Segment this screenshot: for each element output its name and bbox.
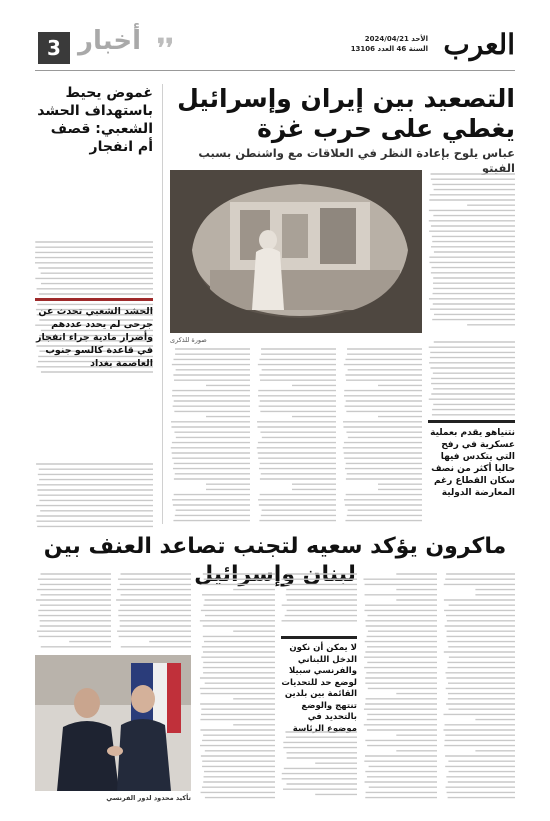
bottom-story-body-col4 <box>199 570 275 800</box>
main-story-body-text-col3 <box>170 345 250 525</box>
bottom-story-pull-quote: لا يمكن أن نكون الدخل اللبناني والفرنسي سبيلا لوضع حد للتحديات القائمة بين بلدين تنتهج والوضع بالتحديد في موضوع الرئاسة <box>281 636 357 735</box>
netanyahu-pull-quote: نتنياهو يقدم بعملية عسكرية في رفح التي يتكدس فيها حاليا أكثر من نصف سكان القطاع رغم المعارضة الدولية <box>428 420 515 499</box>
bottom-story-body-col2 <box>363 570 437 800</box>
issue-info <box>351 34 428 54</box>
side-story-pull-quote: الحشد الشعبي تحدث عن جرحى لم يحدد عددهم وأضرار مادية جراء انفجار في قاعدة كالسو جنوب العاصمة بغداد <box>35 298 153 370</box>
bottom-story-body-col3-bottom <box>281 728 357 800</box>
bottom-story-body-col3-top <box>281 570 357 625</box>
main-story-body-text-col1 <box>342 345 422 525</box>
page-number-badge: 3 <box>38 32 70 64</box>
issue-number: السنة 46 العدد 13106 <box>350 45 428 53</box>
issue-date: الأحد 2024/04/21 <box>364 35 428 43</box>
masthead <box>0 0 550 72</box>
main-story-body-text-right-lower <box>428 338 515 418</box>
main-story-photo <box>170 170 422 333</box>
section-title: أخبار <box>78 26 141 56</box>
masthead-divider <box>35 70 515 71</box>
side-story-headline: غموض يحيط باستهداف الحشد الشعبي: قصف أم انفجار <box>37 85 153 155</box>
bottom-story-body-col6 <box>35 570 111 652</box>
bottom-photo-caption: تأكيد محدود لدور الفرنسي <box>106 794 191 802</box>
bottom-story-body-col5 <box>115 570 191 652</box>
main-subheadline: عباس يلوح بإعادة النظر في العلاقات مع واشنطن بسبب الفيتو <box>198 146 515 175</box>
bottom-story-body-col1 <box>443 570 515 800</box>
column-divider <box>162 84 163 524</box>
bottom-story-photo <box>35 655 191 791</box>
main-story-body-text-right <box>428 170 515 330</box>
main-photo-caption: صورة للذكرى <box>170 336 207 344</box>
main-story-body-text-col2 <box>256 345 336 525</box>
main-headline: التصعيد بين إيران وإسرائيل يغطي على حرب غزة <box>177 84 515 143</box>
bottom-headline: ماكرون يؤكد سعيه لتجنب تصاعد العنف بين لبنان وإسرائيل <box>43 534 507 587</box>
quote-icon: ❜❜ <box>157 34 174 64</box>
newspaper-logo: العرب <box>443 28 515 61</box>
